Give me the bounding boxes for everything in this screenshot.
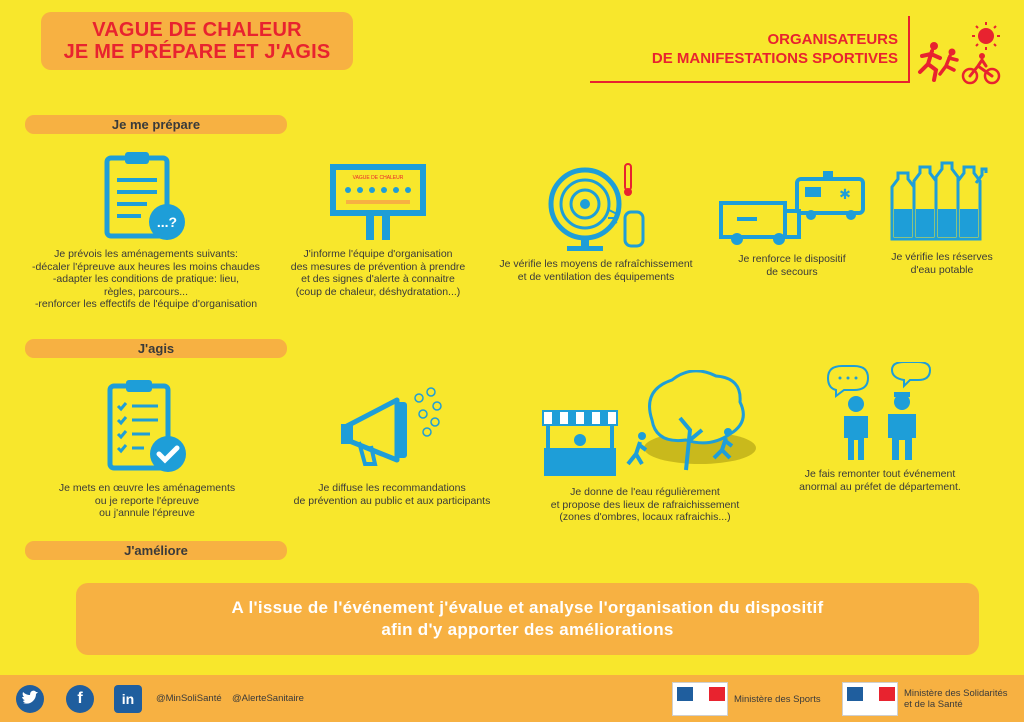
act-item-water-shade-text: Je donne de l'eau régulièrement et propose des lieux de rafraichissement (zones d'ombres, locaux rafraichis...) <box>550 486 740 523</box>
republique-francaise-logo <box>672 682 728 716</box>
title-line-2: JE ME PRÉPARE ET J'AGIS <box>63 41 331 63</box>
audience-line-1: ORGANISATEURS <box>767 30 898 48</box>
audience-label <box>590 16 910 83</box>
handle-alertesanitaire[interactable]: @AlerteSanitaire <box>232 693 304 704</box>
act-item-broadcast <box>264 380 520 507</box>
section-prepare-tab: Je me prépare <box>25 115 287 134</box>
twitter-icon[interactable] <box>16 685 44 713</box>
prepare-item-inform <box>278 160 478 298</box>
ministry-health-name: Ministère des Solidarités et de la Santé <box>904 688 1008 710</box>
act-item-report-text: Je fais remonter tout événement anormal au préfet de département. <box>799 468 961 493</box>
act-item-broadcast-text: Je diffuse les recommandations de prévention au public et aux participants <box>293 482 491 507</box>
prepare-item-rescue-text: Je renforce le dispositif de secours <box>738 253 846 278</box>
republique-francaise-logo <box>842 682 898 716</box>
act-item-water-shade <box>520 370 770 524</box>
act-item-implement <box>40 378 254 520</box>
report-prefect-icon <box>822 362 938 462</box>
prepare-item-planning <box>14 150 278 311</box>
audience-line-2: DE MANIFESTATIONS SPORTIVES <box>651 49 898 67</box>
ambulance-icon <box>717 165 867 247</box>
ministry-sports-name: Ministère des Sports <box>734 693 821 705</box>
prepare-item-planning-text: Je prévois les aménagements suivants: -décaler l'épreuve aux heures les moins chaudes -adapter les conditions de pratique: lieu, règles, parcours... -renforcer les effectifs de l'équipe d'organisation <box>32 248 260 310</box>
act-item-report <box>778 362 982 493</box>
improve-line-1: A l'issue de l'événement j'évalue et analyse l'organisation du dispositif <box>231 598 824 617</box>
title-line-1: VAGUE DE CHALEUR <box>92 19 302 41</box>
clipboard-question-icon <box>101 150 191 242</box>
svg-text:✱: ✱ <box>839 186 851 202</box>
prepare-item-cooling <box>486 160 706 283</box>
improve-message-box <box>76 583 979 655</box>
act-item-implement-text: Je mets en œuvre les aménagements ou je reporte l'épreuve ou j'annule l'épreuve <box>58 482 236 519</box>
clipboard-check-icon <box>100 378 194 476</box>
runner-cyclist-sun-icon <box>912 18 1002 88</box>
ministry-sports <box>672 681 821 717</box>
prepare-item-water <box>876 153 1008 276</box>
title-banner <box>41 12 353 70</box>
section-act-tab: J'agis <box>25 339 287 358</box>
linkedin-icon[interactable]: in <box>114 685 142 713</box>
svg-text:VAGUE DE CHALEUR: VAGUE DE CHALEUR <box>352 175 404 181</box>
prepare-item-cooling-text: Je vérifie les moyens de rafraîchissement et de ventilation des équipements <box>499 258 693 283</box>
billboard-icon <box>326 160 430 242</box>
ministry-health <box>842 681 1008 717</box>
improve-line-2: afin d'y apporter des améliorations <box>381 620 674 639</box>
fan-thermometer-icon <box>541 160 651 252</box>
water-stand-shade-icon <box>532 370 758 480</box>
megaphone-icon <box>337 380 447 476</box>
section-improve-tab: J'améliore <box>25 541 287 560</box>
svg-text:...?: ...? <box>156 214 178 230</box>
prepare-item-water-text: Je vérifie les réserves d'eau potable <box>891 251 993 276</box>
water-bottles-icon <box>890 153 994 245</box>
prepare-item-inform-text: J'informe l'équipe d'organisation des mesures de prévention à prendre et des signes d'alerte à connaitre (coup de chaleur, déshydratation...) <box>290 248 466 298</box>
prepare-item-rescue <box>712 165 872 278</box>
facebook-icon[interactable]: f <box>66 685 94 713</box>
handle-minsolisante[interactable]: @MinSoliSanté <box>156 693 222 704</box>
